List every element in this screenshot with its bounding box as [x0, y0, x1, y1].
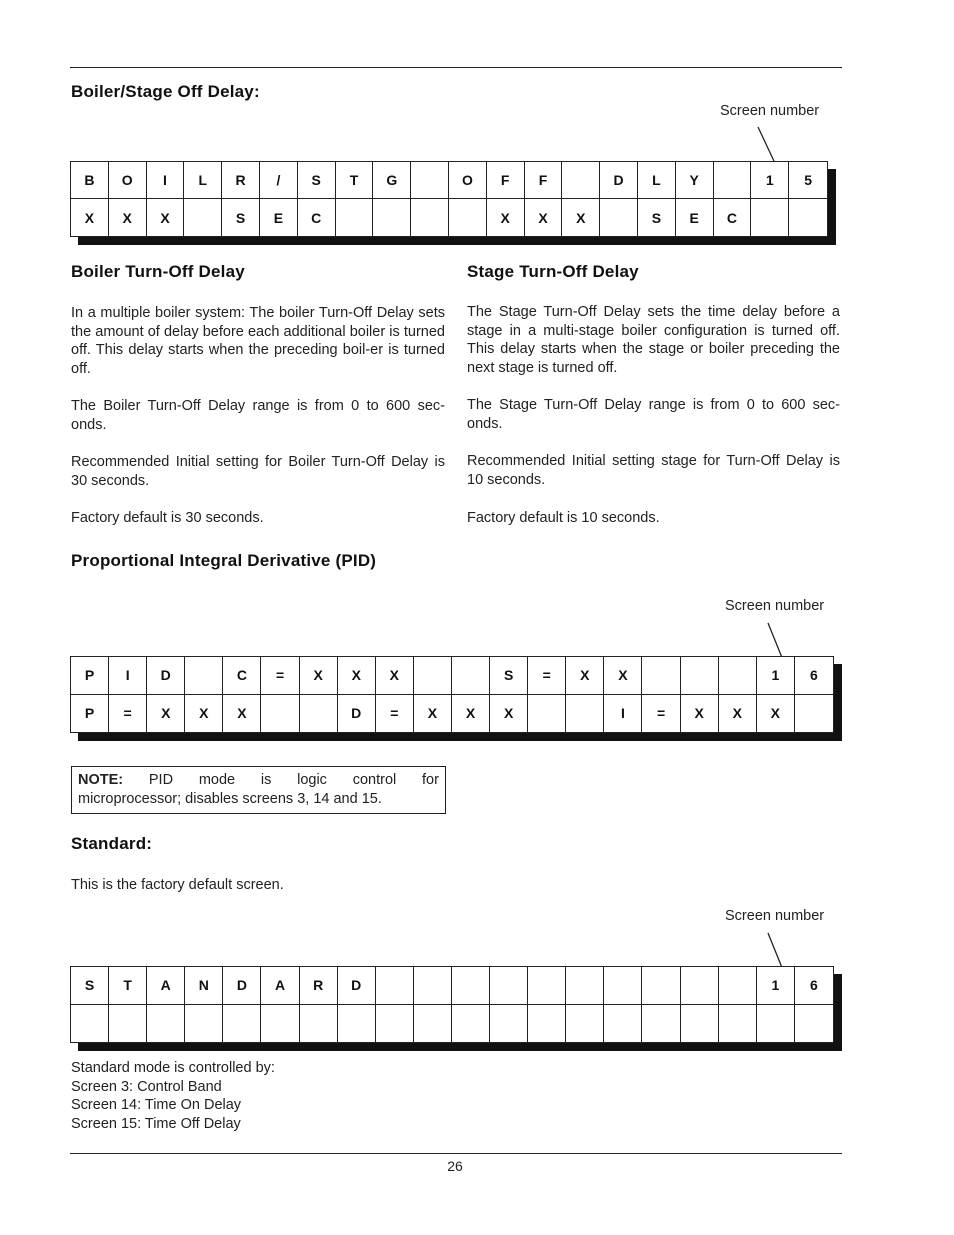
lcd-cell: R: [300, 967, 338, 1005]
lcd-cell: [789, 199, 827, 236]
lcd-cell: [719, 1005, 757, 1043]
lcd-cell: [566, 1005, 604, 1043]
note-word: PID: [148, 772, 174, 788]
lcd-cell: X: [681, 695, 719, 733]
lcd-cell: [300, 695, 338, 733]
lcd-cell: [414, 1005, 452, 1043]
lcd-cell: O: [109, 162, 147, 199]
lcd-cell: Y: [676, 162, 714, 199]
lcd-cell: S: [638, 199, 676, 236]
lcd-cell: =: [261, 657, 299, 695]
lcd-cell: [719, 967, 757, 1005]
lcd-cell: [795, 1005, 833, 1043]
lcd-cell: [490, 1005, 528, 1043]
lcd-cell: [642, 1005, 680, 1043]
controlled-by-line: Screen 15: Time Off Delay: [71, 1116, 241, 1133]
lcd-cell: C: [714, 199, 752, 236]
lcd-cell: [261, 1005, 299, 1043]
lcd-cell: F: [487, 162, 525, 199]
note-word: control: [352, 772, 397, 788]
lcd-cell: C: [223, 657, 261, 695]
lcd-cell: [528, 1005, 566, 1043]
lcd-cell: [795, 695, 833, 733]
lcd-cell: X: [487, 199, 525, 236]
lcd-cell: X: [223, 695, 261, 733]
lcd-cell: [261, 695, 299, 733]
lcd-cell: N: [185, 967, 223, 1005]
lcd-cell: [71, 1005, 109, 1043]
lcd-cell: R: [222, 162, 260, 199]
stage-turnoff-paragraph: Factory default is 10 seconds.: [467, 510, 660, 526]
lcd-cell: X: [757, 695, 795, 733]
lcd-cell: =: [642, 695, 680, 733]
lcd-cell: [604, 1005, 642, 1043]
bottom-rule: [70, 1153, 842, 1154]
note-word: for: [422, 772, 439, 788]
standard-intro: This is the factory default screen.: [71, 877, 284, 893]
lcd-cell: O: [449, 162, 487, 199]
lcd-cell: X: [300, 657, 338, 695]
top-rule: [70, 67, 842, 68]
lcd-cell: [681, 967, 719, 1005]
note-label: NOTE:: [78, 772, 124, 788]
screen-number-label: Screen number: [720, 103, 820, 119]
lcd-cell: [109, 1005, 147, 1043]
lcd-cell: X: [109, 199, 147, 236]
lcd-cell: S: [490, 657, 528, 695]
controlled-by-line: Screen 3: Control Band: [71, 1078, 222, 1095]
lcd-cell: [751, 199, 789, 236]
lcd-cell: X: [147, 695, 185, 733]
lcd-cell: 1: [757, 657, 795, 695]
lcd-cell: [604, 967, 642, 1005]
lcd-cell: [184, 199, 222, 236]
lcd-cell: 6: [795, 657, 833, 695]
pid-heading: Proportional Integral Derivative (PID): [71, 551, 377, 570]
lcd-cell: X: [414, 695, 452, 733]
lcd-cell: [714, 162, 752, 199]
lcd-cell: X: [147, 199, 185, 236]
boiler-turnoff-paragraph: Recommended Initial setting for Boiler Turn-Off Delay is 30 seconds.: [71, 454, 445, 489]
lcd-cell: [414, 657, 452, 695]
lcd-cell: [642, 657, 680, 695]
lcd-cell: [562, 162, 600, 199]
note-word: is: [260, 772, 272, 788]
lcd-cell: [185, 1005, 223, 1043]
note-word: mode: [198, 772, 236, 788]
boiler-turnoff-paragraph: The Boiler Turn-Off Delay range is from 0 to 600 sec-onds.: [71, 398, 445, 433]
lcd-cell: [376, 1005, 414, 1043]
boiler-turnoff-delay-heading: Boiler Turn-Off Delay: [71, 262, 245, 281]
lcd-cell: I: [109, 657, 147, 695]
lcd-cell: X: [525, 199, 563, 236]
lcd-display-standard: [70, 966, 834, 1043]
controlled-by-line: Screen 14: Time On Delay: [71, 1097, 242, 1114]
boiler-turnoff-paragraph: In a multiple boiler system: The boiler Turn-Off Delay sets the amount of delay before each additional boiler is turned off. This delay starts when the preceding boil-er is turned off.: [71, 305, 445, 378]
stage-turnoff-paragraph: Recommended Initial setting stage for Turn-Off Delay is 10 seconds.: [467, 453, 840, 488]
lcd-cell: [338, 1005, 376, 1043]
lcd-cell: [452, 657, 490, 695]
lcd-cell: [681, 1005, 719, 1043]
lcd-cell: [449, 199, 487, 236]
lcd-cell: [490, 967, 528, 1005]
lcd-cell: E: [260, 199, 298, 236]
lcd-cell: E: [676, 199, 714, 236]
lcd-cell: 5: [789, 162, 827, 199]
lcd-cell: X: [490, 695, 528, 733]
standard-controlled-by: [71, 1059, 275, 1134]
lcd-cell: D: [223, 967, 261, 1005]
lcd-cell: X: [338, 657, 376, 695]
standard-heading: Standard:: [71, 834, 153, 853]
lcd-cell: [411, 199, 449, 236]
lcd-cell: [300, 1005, 338, 1043]
screen-number-label: Screen number: [725, 908, 825, 924]
lcd-cell: [642, 967, 680, 1005]
lcd-cell: L: [638, 162, 676, 199]
lcd-cell: D: [600, 162, 638, 199]
lcd-cell: X: [71, 199, 109, 236]
lcd-cell: [681, 657, 719, 695]
lcd-cell: G: [373, 162, 411, 199]
lcd-cell: F: [525, 162, 563, 199]
lcd-cell: P: [71, 657, 109, 695]
lcd-cell: 6: [795, 967, 833, 1005]
boiler-stage-off-delay-heading: Boiler/Stage Off Delay:: [71, 82, 260, 101]
stage-turnoff-delay-heading: Stage Turn-Off Delay: [467, 262, 639, 281]
lcd-cell: [528, 967, 566, 1005]
lcd-cell: [528, 695, 566, 733]
lcd-cell: [411, 162, 449, 199]
lcd-cell: [414, 967, 452, 1005]
lcd-cell: X: [185, 695, 223, 733]
lcd-cell: S: [222, 199, 260, 236]
lcd-cell: X: [719, 695, 757, 733]
lcd-cell: =: [376, 695, 414, 733]
lcd-cell: D: [338, 967, 376, 1005]
lcd-cell: T: [109, 967, 147, 1005]
lcd-cell: X: [562, 199, 600, 236]
lcd-cell: B: [71, 162, 109, 199]
lcd-cell: [185, 657, 223, 695]
lcd-cell: I: [604, 695, 642, 733]
lcd-cell: [600, 199, 638, 236]
lcd-cell: =: [528, 657, 566, 695]
lcd-cell: P: [71, 695, 109, 733]
lcd-cell: S: [71, 967, 109, 1005]
stage-turnoff-paragraph: The Stage Turn-Off Delay range is from 0 to 600 sec-onds.: [467, 397, 840, 432]
note-line-1: [78, 771, 439, 790]
lcd-cell: [452, 1005, 490, 1043]
lcd-grid: [70, 161, 828, 237]
lcd-cell: [373, 199, 411, 236]
lcd-cell: [336, 199, 374, 236]
lcd-cell: [566, 967, 604, 1005]
note-word: logic: [297, 772, 327, 788]
lcd-display-pid: [70, 656, 834, 733]
page-number: 26: [447, 1158, 463, 1174]
lcd-cell: A: [147, 967, 185, 1005]
lcd-cell: D: [147, 657, 185, 695]
lcd-cell: [452, 967, 490, 1005]
screen-number-label: Screen number: [725, 598, 825, 614]
lcd-cell: T: [336, 162, 374, 199]
boiler-turnoff-paragraph: Factory default is 30 seconds.: [71, 510, 264, 526]
lcd-cell: X: [566, 657, 604, 695]
lcd-cell: [757, 1005, 795, 1043]
lcd-cell: 1: [757, 967, 795, 1005]
lcd-cell: A: [261, 967, 299, 1005]
lcd-grid: [70, 656, 834, 733]
lcd-cell: I: [147, 162, 185, 199]
lcd-cell: [719, 657, 757, 695]
lcd-grid: [70, 966, 834, 1043]
lcd-cell: S: [298, 162, 336, 199]
note-line-2: microprocessor; disables screens 3, 14 and 15.: [78, 791, 382, 807]
lcd-cell: C: [298, 199, 336, 236]
lcd-cell: [566, 695, 604, 733]
lcd-cell: 1: [751, 162, 789, 199]
lcd-cell: [376, 967, 414, 1005]
lcd-cell: X: [452, 695, 490, 733]
lcd-cell: D: [338, 695, 376, 733]
lcd-display-boiler-stage-off-delay: [70, 161, 828, 237]
lcd-cell: /: [260, 162, 298, 199]
lcd-cell: [147, 1005, 185, 1043]
stage-turnoff-paragraph: The Stage Turn-Off Delay sets the time delay before a stage in a multi-stage boiler configuration is turned off. This delay starts when the stage or boiler preceding the next stage is turned off.: [467, 304, 840, 377]
lcd-cell: =: [109, 695, 147, 733]
pid-note-box: [71, 766, 446, 814]
lcd-cell: X: [604, 657, 642, 695]
lcd-cell: [223, 1005, 261, 1043]
controlled-by-line: Standard mode is controlled by:: [71, 1060, 275, 1076]
lcd-cell: X: [376, 657, 414, 695]
lcd-cell: L: [184, 162, 222, 199]
